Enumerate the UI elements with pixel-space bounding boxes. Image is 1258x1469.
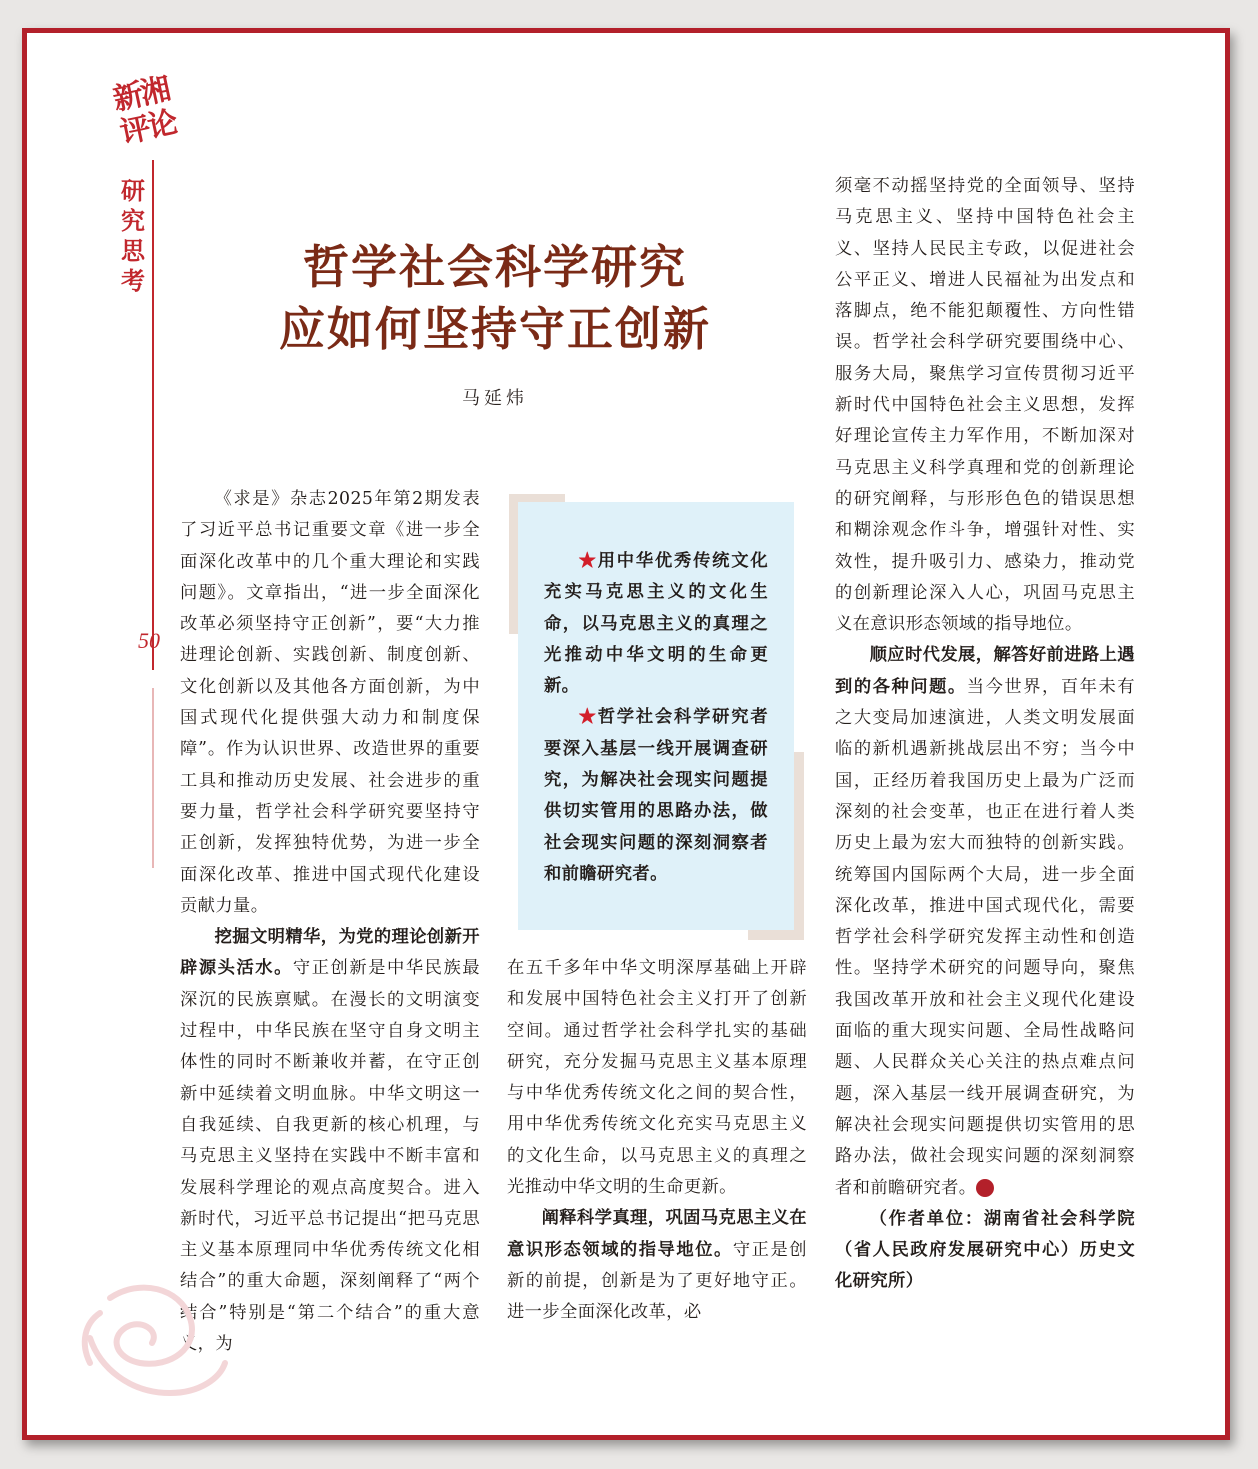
end-mark-icon: 湘 [976,1179,994,1197]
section-label [121,176,153,296]
paragraph: 须毫不动摇坚持党的全面领导、坚持马克思主义、坚持中国特色社会主义、坚持人民民主专政，以促进社会公平正义、增进人民福祉为出发点和落脚点，绝不能犯颠覆性、方向性错误。哲学社会科学研究要围绕中心、服务大局，聚焦学习宣传贯彻习近平新时代中国特色社会主义思想，发挥好理论宣传主力军作用，不断加深对马克思主义科学真理和党的创新理论的研究阐释，与形形色色的错误思想和糊涂观念作斗争，增强针对性、实效性，提升吸引力、感染力，推动党的创新理论深入人心，巩固马克思主义在意识形态领域的指导地位。 [835,176,1135,635]
text-column-2 [507,953,807,1329]
article-title [250,236,740,360]
article-author: 马延炜 [462,388,528,409]
pull-quote-box [518,502,794,930]
logo-line-1: 新湘 [110,71,173,118]
phoenix-watermark-icon [70,1268,230,1408]
paragraph [835,640,1135,1203]
section-rule [152,160,154,670]
paragraph-lead: 阐释科学真理，巩固马克思主义在意识形态领域的指导地位。 [507,1208,807,1260]
title-line-2: 应如何坚持守正创新 [279,302,711,356]
star-icon: ★ [578,707,598,728]
paragraph-body: 守正创新是中华民族最深沉的民族禀赋。在漫长的文明演变过程中，中华民族在坚守自身文明主体性的同时不断兼收并蓄，在守正创新中延续着文明血脉。中华文明这一自我延续、自我更新的核心机理，与马克思主义坚持在实践中不断丰富和发展科学理论的观点高度契合。进入新时代，习近平总书记提出“把马克思主义基本原理同中华优秀传统文化相结合”的重大命题，深刻阐释了“两个结合”特别是“第二个结合”的重大意义，为 [180,958,480,1355]
pull-quote-item [544,546,768,702]
section-label-char: 思 [121,237,145,265]
section-label-char: 研 [121,177,145,205]
text-column-1 [180,484,480,1360]
pull-quote-text: 用中华优秀传统文化充实马克思主义的文化生命，以马克思主义的真理之光推动中华文明的生命更新。 [544,551,768,697]
page-number: 50 [138,628,160,653]
paragraph: 在五千多年中华文明深厚基础上开辟和发展中国特色社会主义打开了创新空间。通过哲学社会科学扎实的基础研究，充分发掘马克思主义基本原理与中华优秀传统文化之间的契合性，用中华优秀传统文化充实马克思主义的文化生命，以马克思主义的真理之光推动中华文明的生命更新。 [507,958,807,1198]
author-affiliation [835,1204,1135,1298]
affiliation-text: （作者单位：湖南省社会科学院（省人民政府发展研究中心）历史文化研究所） [835,1208,1135,1292]
section-rule-faded [152,688,154,868]
pull-quote-text: 哲学社会科学研究者要深入基层一线开展调查研究，为解决社会现实问题提供切实管用的思路办法，做社会现实问题的深刻洞察者和前瞻研究者。 [544,707,768,884]
logo-line-2: 评论 [117,105,180,151]
paragraph-lead: 顺应时代发展，解答好前进路上遇到的各种问题。 [835,645,1135,697]
star-icon: ★ [578,551,598,571]
title-line-1: 哲学社会科学研究 [303,240,687,294]
text-column-3 [835,171,1135,1298]
section-label-char: 究 [121,207,145,235]
section-label-char: 考 [121,267,145,295]
paragraph-body: 守正是创新的前提，创新是为了更好地守正。进一步全面深化改革，必 [507,1239,807,1323]
paragraph [507,1203,807,1328]
pull-quote-item [544,702,768,890]
paragraph-body: 当今世界，百年未有之大变局加速演进，人类文明发展面临的新机遇新挑战层出不穷；当今中国，正经历着我国历史上最为广泛而深刻的社会变革，也正在进行着人类历史上最为宏大而独特的创新实践。统筹国内国际两个大局，进一步全面深化改革，推进中国式现代化，需要哲学社会科学研究发挥主动性和创造性。坚持学术研究的问题导向，聚焦我国改革开放和社会主义现代化建设面临的重大现实问题、全局性战略问题、人民群众关心关注的热点难点问题，深入基层一线开展调查研究，为解决社会现实问题提供切实管用的思路办法，做社会现实问题的深刻洞察者和前瞻研究者。 [835,676,1135,1198]
paragraph-lead: 挖掘文明精华，为党的理论创新开辟源头活水。 [180,927,480,979]
paragraph: 《求是》杂志2025年第2期发表了习近平总书记重要文章《进一步全面深化改革中的几个重大理论和实践问题》。文章指出，“进一步全面深化改革必须坚持守正创新”，要“大力推进理论创新、实践创新、制度创新、文化创新以及其他各方面创新，为中国式现代化提供强大动力和制度保障”。作为认识世界、改造世界的重要工具和推动历史发展、社会进步的重要力量，哲学社会科学研究要坚持守正创新，发挥独特优势，为进一步全面深化改革、推进中国式现代化建设贡献力量。 [180,489,480,916]
